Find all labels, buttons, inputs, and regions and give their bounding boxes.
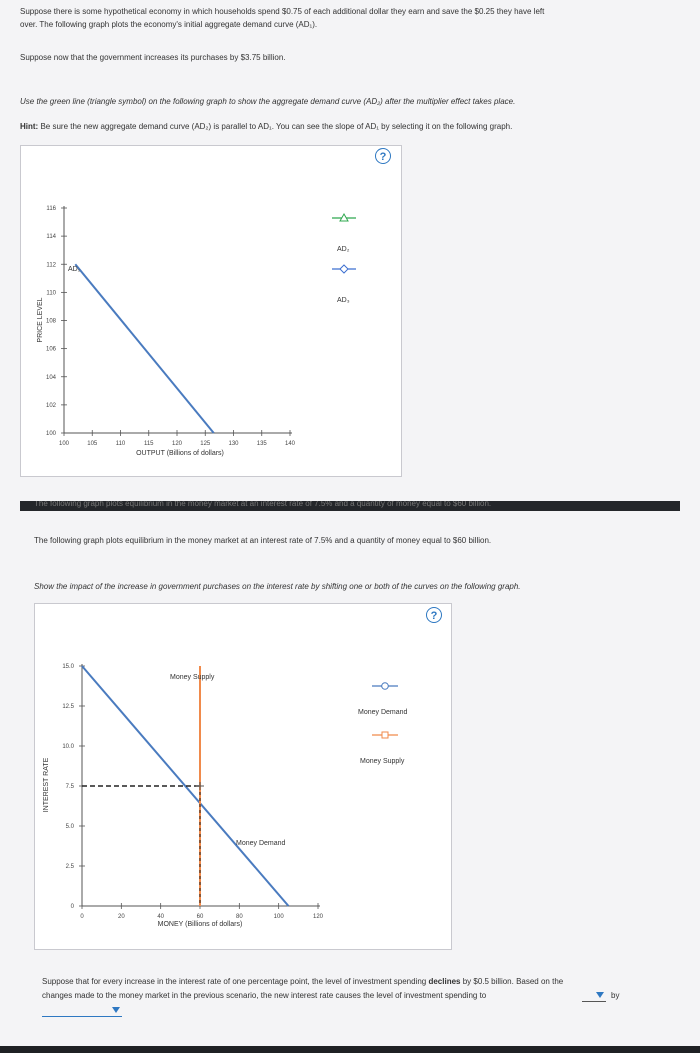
help-icon-2[interactable]: ? [426,607,442,623]
final-text-bold: declines [428,977,461,986]
investment-amount-dropdown[interactable] [42,1005,122,1017]
circle-icon [382,683,389,690]
intro-line-3: Suppose now that the government increases its purchases by $3.75 billion. [20,53,286,62]
ad-xtick-label: 125 [200,441,211,447]
money-demand-label: Money Demand [236,840,286,847]
ad-ytick-label: 116 [46,206,56,212]
ad-xtick-label: 140 [284,441,296,447]
help-icon[interactable]: ? [375,148,391,164]
ad-xtick-label: 130 [228,441,239,447]
legend-ad3-label: AD₃ [337,297,350,304]
legend-money-supply-label: Money Supply [360,758,405,765]
ad-ytick-label: 104 [45,374,56,381]
money-instruction: Show the impact of the increase in government purchases on the interest rate by shifting one or both of the curves on the following graph. [34,582,521,591]
square-icon [382,732,388,738]
money-ytick-label: 7.5 [65,784,74,790]
y-axis-label: PRICE LEVEL [37,297,44,343]
money-xtick-label: 60 [196,914,204,920]
money-xtick-label: 120 [312,914,324,920]
ad-xtick-label: 115 [143,441,154,447]
final-text-a: Suppose that for every increase in the interest rate of one percentage point, the level of investment spending [42,977,429,986]
money-supply-label: Money Supply [170,674,215,681]
ad-xtick-label: 120 [171,441,183,447]
ad-xtick-label: 105 [87,441,98,447]
money-ytick-label: 2.5 [65,864,74,870]
ad-ytick-label: 100 [45,431,56,437]
money-y-axis-label: INTEREST RATE [43,757,50,813]
final-line-2 [42,990,486,1001]
final-text-c: by $0.5 billion. Based on the [460,977,564,986]
x-axis-label: OUTPUT (Billions of dollars) [136,450,224,457]
ad-ytick-label: 110 [46,290,56,297]
hint-label: Hint: [20,122,39,131]
money-ytick-label: 5.0 [65,824,74,830]
hint-body: Be sure the new aggregate demand curve (AD₂) is parallel to AD₁. You can see the slope of AD₁ by selecting it on the following graph. [38,122,513,131]
final-line-1 [42,976,563,987]
ad-ytick-label: 108 [45,318,56,325]
money-x-axis-label: MONEY (Billions of dollars) [157,921,243,928]
money-xtick-label: 100 [273,914,284,920]
money-xtick-label: 40 [157,914,165,920]
ad-ytick-label: 106 [45,346,56,353]
chevron-down-icon-2 [112,1007,120,1013]
money-ytick-label: 15.0 [62,664,74,670]
legend-money-demand[interactable] [358,683,408,716]
legend-money-demand-label: Money Demand [358,709,408,716]
ad-ytick-label: 112 [46,262,56,269]
obscured-text: The following graph plots equilibrium in the money market at an interest rate of 7.5% and a quantity of money equal to $60 billion. [34,501,492,508]
money-xtick-label: 0 [80,914,84,920]
money-description: The following graph plots equilibrium in the money market at an interest rate of 7.5% and a quantity of money equal to $60 billion. [34,536,492,545]
legend-ad2-label: AD₂ [337,246,350,253]
legend-money-supply[interactable] [360,732,405,765]
money-demand-curve[interactable] [82,666,289,906]
ad1-label: AD₁ [68,266,81,273]
instruction-text: Use the green line (triangle symbol) on the following graph to show the aggregate demand curve (AD₂) after the multiplier effect takes place. [20,97,516,106]
investment-direction-dropdown[interactable] [582,990,606,1002]
ad-ytick-label: 102 [45,402,56,409]
money-ytick-label: 12.5 [62,704,74,710]
money-ytick-label: 10.0 [62,744,74,750]
ad-xtick-label: 100 [58,441,70,447]
money-xtick-label: 80 [235,914,243,920]
ad-xtick-label: 110 [115,441,126,447]
bottom-bar [0,1046,700,1053]
money-ytick-label: 0 [70,904,74,910]
money-xtick-label: 20 [117,914,125,920]
final-text-d: changes made to the money market in the previous scenario, the new interest rate causes the level of investment spending to [42,991,487,1000]
chevron-down-icon [596,992,604,998]
ad-xtick-label: 135 [256,441,267,447]
intro-line-2: over. The following graph plots the economy's initial aggregate demand curve (AD₁). [20,20,318,29]
ad-ytick-label: 114 [46,234,56,241]
intro-line-1: Suppose there is some hypothetical economy in which households spend $0.75 of each additional dollar they earn and save the $0.25 they have left [20,7,545,16]
final-by-text: by [611,991,620,1000]
